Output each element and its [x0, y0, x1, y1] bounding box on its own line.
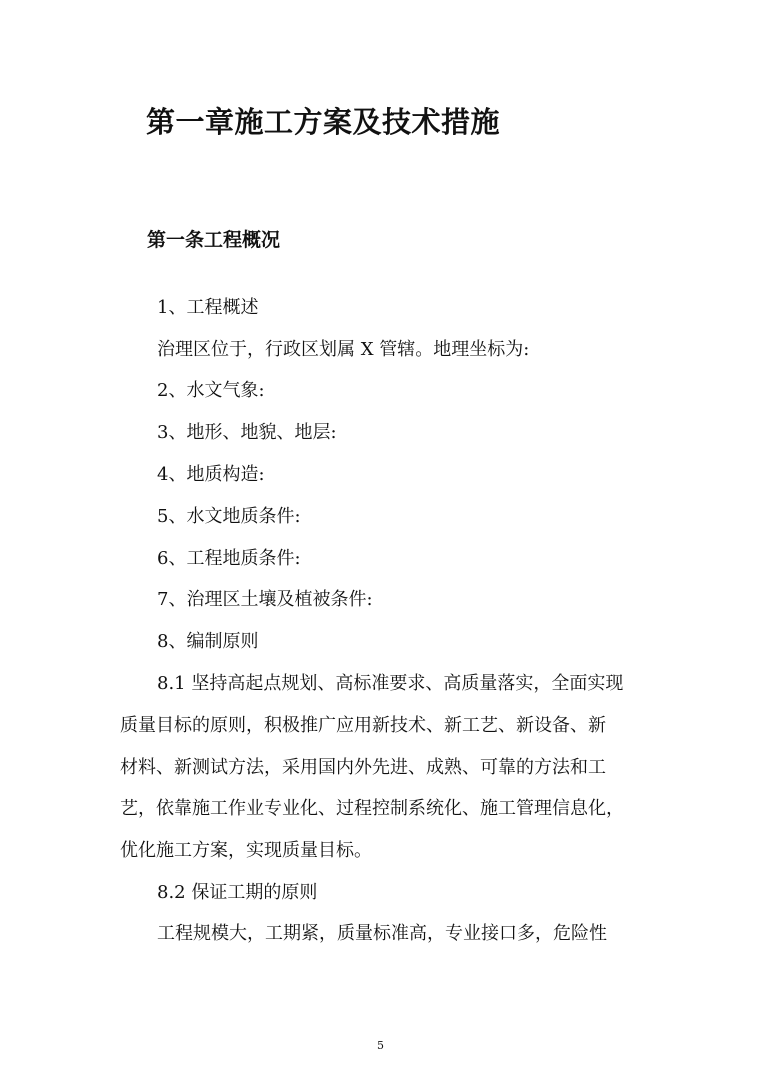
- list-item-3: 3、地形、地貌、地层:: [157, 422, 337, 443]
- list-item-1: 1、工程概述: [157, 297, 259, 318]
- paragraph-8-1-line-3: 材料、新测试方法，采用国内外先进、成熟、可靠的方法和工: [120, 757, 606, 778]
- chapter-title: 第一章施工方案及技术措施: [146, 105, 501, 139]
- list-item-4: 4、地质构造:: [157, 464, 265, 485]
- list-item-location: 治理区位于，行政区划属 X 管辖。地理坐标为:: [157, 339, 530, 360]
- paragraph-8-1-line-4: 艺，依靠施工作业专业化、过程控制系统化、施工管理信息化，: [120, 798, 624, 819]
- list-item-6: 6、工程地质条件:: [157, 548, 301, 569]
- list-item-7: 7、治理区土壤及植被条件:: [157, 589, 373, 610]
- list-item-8: 8、编制原则: [157, 631, 259, 652]
- heading-8-2: 8.2 保证工期的原则: [157, 882, 318, 903]
- section-title: 第一条工程概况: [147, 229, 281, 251]
- paragraph-8-1-line-2: 质量目标的原则，积极推广应用新技术、新工艺、新设备、新: [120, 715, 606, 736]
- list-item-2: 2、水文气象:: [157, 380, 265, 401]
- paragraph-8-1-line-5: 优化施工方案，实现质量目标。: [120, 840, 372, 861]
- paragraph-8-1-line-1: 8.1 坚持高起点规划、高标准要求、高质量落实，全面实现: [157, 673, 624, 694]
- page-number: 5: [377, 1039, 384, 1052]
- paragraph-8-2-line-1: 工程规模大，工期紧，质量标准高，专业接口多，危险性: [157, 923, 607, 944]
- list-item-5: 5、水文地质条件:: [157, 506, 301, 527]
